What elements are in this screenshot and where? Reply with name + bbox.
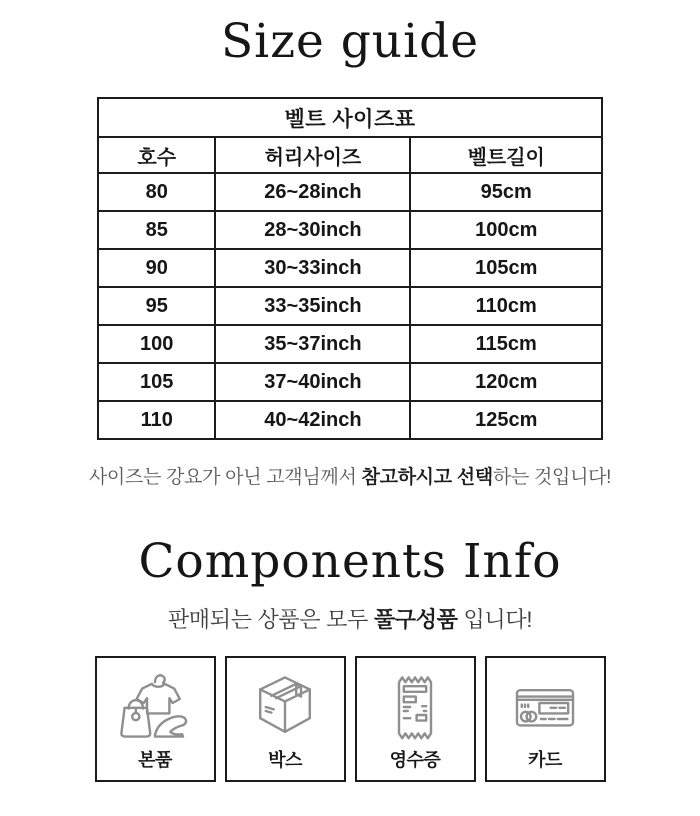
components-subtitle-bold: 풀구성품 <box>373 607 458 632</box>
component-label: 카드 <box>528 750 562 770</box>
table-row <box>98 363 602 401</box>
component-label: 박스 <box>268 750 302 770</box>
components-subtitle-pre: 판매되는 상품은 모두 <box>167 607 374 632</box>
table-header-row <box>98 137 602 173</box>
waist-size-cell: 37~40inch <box>215 363 410 401</box>
belt-size-table <box>97 97 603 440</box>
component-label: 본품 <box>138 750 172 770</box>
components-info-section <box>0 533 700 782</box>
size-note <box>0 462 700 489</box>
table-row <box>98 287 602 325</box>
component-card-product <box>95 656 216 782</box>
waist-size-cell: 35~37inch <box>215 325 410 363</box>
table-caption-row <box>98 98 602 137</box>
size-number-cell: 80 <box>98 173 215 211</box>
column-header-waist-size: 허리사이즈 <box>215 137 410 173</box>
size-number-cell: 110 <box>98 401 215 439</box>
table-row <box>98 173 602 211</box>
column-header-belt-length: 벨트길이 <box>410 137 602 173</box>
box-icon <box>245 667 325 747</box>
table-row <box>98 401 602 439</box>
size-number-cell: 90 <box>98 249 215 287</box>
belt-length-cell: 100cm <box>410 211 602 249</box>
table-row <box>98 211 602 249</box>
waist-size-cell: 33~35inch <box>215 287 410 325</box>
waist-size-cell: 30~33inch <box>215 249 410 287</box>
receipt-icon <box>375 667 455 747</box>
belt-length-cell: 115cm <box>410 325 602 363</box>
components-subtitle <box>0 603 700 634</box>
belt-length-cell: 110cm <box>410 287 602 325</box>
size-note-bold: 참고하시고 선택 <box>361 467 493 488</box>
components-row <box>0 656 700 782</box>
belt-length-cell: 95cm <box>410 173 602 211</box>
components-subtitle-post: 입니다! <box>457 607 533 632</box>
size-number-cell: 95 <box>98 287 215 325</box>
size-note-pre: 사이즈는 강요가 아닌 고객님께서 <box>88 467 362 488</box>
table-row <box>98 325 602 363</box>
belt-length-cell: 120cm <box>410 363 602 401</box>
size-number-cell: 100 <box>98 325 215 363</box>
waist-size-cell: 28~30inch <box>215 211 410 249</box>
component-card-receipt <box>355 656 476 782</box>
belt-length-cell: 125cm <box>410 401 602 439</box>
size-number-cell: 105 <box>98 363 215 401</box>
components-info-title: Components Info <box>138 534 562 589</box>
component-label: 영수증 <box>389 750 441 770</box>
column-header-size-number: 호수 <box>98 137 215 173</box>
size-note-post: 하는 것입니다! <box>492 467 612 488</box>
card-icon <box>505 667 585 747</box>
component-card-card <box>485 656 606 782</box>
waist-size-cell: 40~42inch <box>215 401 410 439</box>
size-number-cell: 85 <box>98 211 215 249</box>
table-caption: 벨트 사이즈표 <box>98 98 602 137</box>
table-row <box>98 249 602 287</box>
waist-size-cell: 26~28inch <box>215 173 410 211</box>
component-card-box <box>225 656 346 782</box>
belt-length-cell: 105cm <box>410 249 602 287</box>
size-guide-title: Size guide <box>220 14 480 69</box>
product-items-icon <box>115 667 195 747</box>
